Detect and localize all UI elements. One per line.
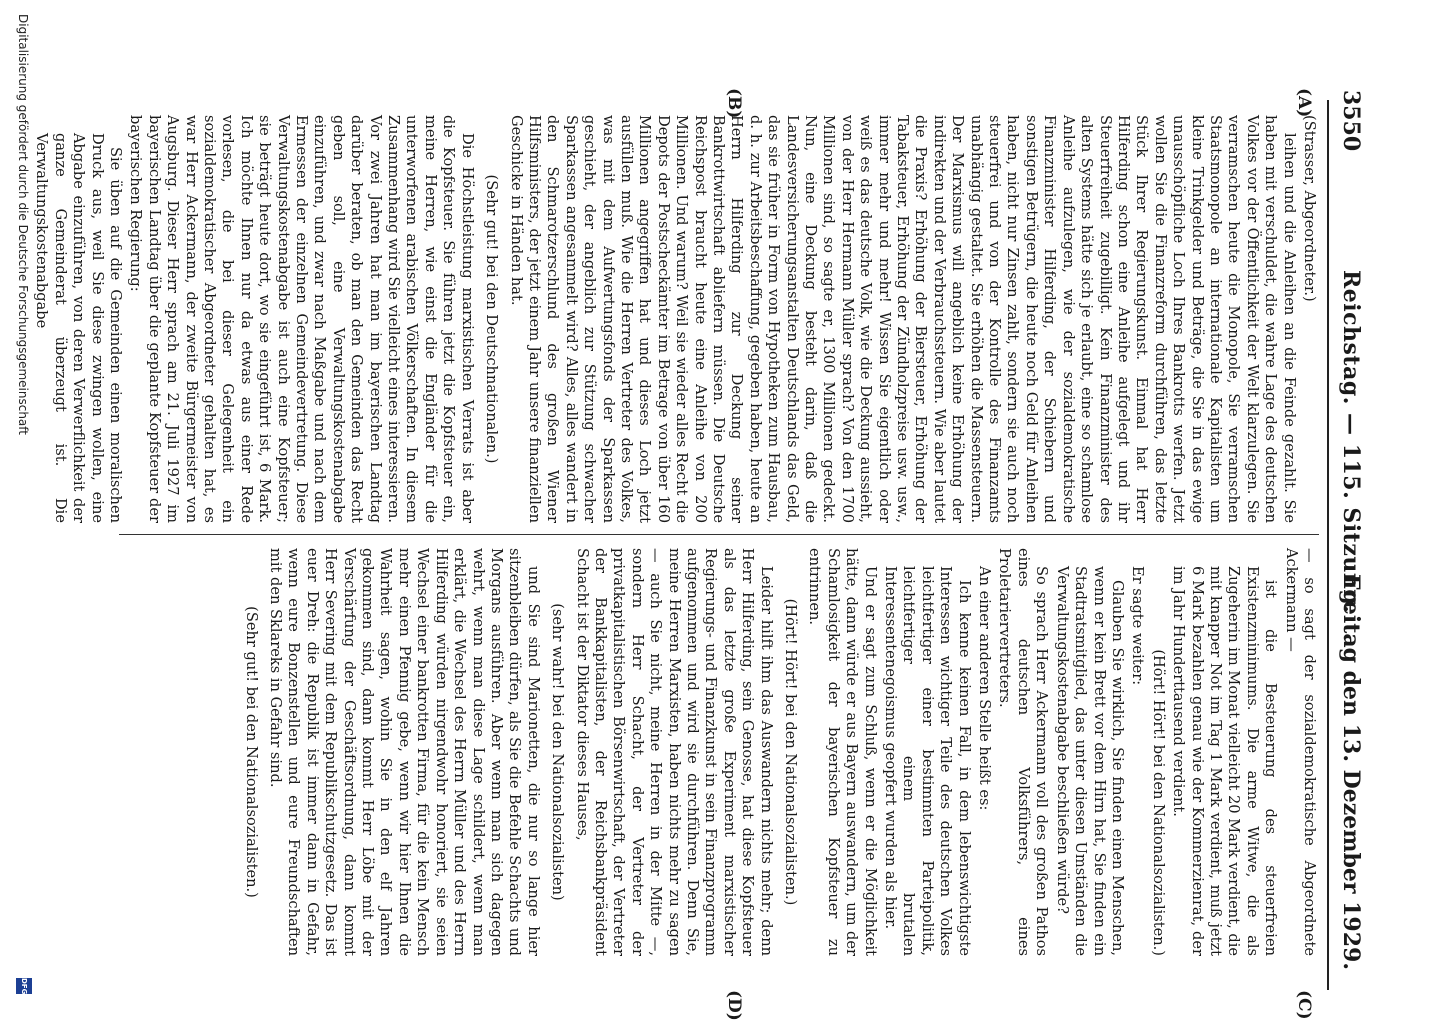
paragraph: leihen und die Anleihen an die Feinde gezahlt. Sie haben mit verschuldet, die wahre Lage des deutschen Volkes vor der Öffentlichkeit der Welt klarzulegen. Sie verramschen heute die Monopole, Sie verramschen Staatsmonopole an internationale Kapitalisten um kleine Trinkgelder und Beträge, die Sie in das ewige unausschöpfliche Loch Ihres Bankrotts werfen. Jetzt wollen Sie die Finanzreform durchführen, das letzte Stück Ihrer Regierungskunst. Einmal hat Herr Hilferding schon eine Anleihe aufgelegt und ihr Steuerfreiheit zugebilligt. Kein Finanzminister des alten Systems hätte sich je erlaubt, eine so schamlose Anleihe aufzulegen, wie der sozialdemokratische Finanzminister Hilferding, der Schiebern und sonstigen Betrügern, die heute noch Geld für Anleihen haben, nicht nur Zinsen zahlt, sondern sie auch noch steuerfrei und von der Kontrolle des Finanzamts unabhängig gestaltet. Sie erhöhen die Massensteuern. Der Marxismus will angeblich keine Erhöhung der indirekten und der Verbrauchssteuern. Wie aber lautet die Praxis? Erhöhung der Biersteuer, Erhöhung der Tabaksteuer, Erhöhung der Zündholzpreise usw. usw., immer mehr und mehr! Wissen Sie eigentlich oder weiß es das deutsche Volk, wie die Deckung aussieht, von der Herr Hermann Müller sprach? Von den 1700 Millionen sind, so sagte er, 1300 Millionen gedeckt. Nun, eine Deckung besteht darin, daß die Landesversicherungsanstalten Deutschlands das Geld, das sie früher in Form von Hypotheken zum Hausbau, d. h. zur Arbeitsbeschaffung, gegeben haben, heute an Herrn Hilferding zur Deckung seiner Bankrottwirtschaft abliefern müssen. Die Deutsche Reichspost braucht heute eine Anleihe von 200 Millionen. Und warum? Weil sie wieder alles Recht die Depots der Postscheckämter im Betrage von über 160 Millionen angegriffen hat und dieses Loch jetzt ausfüllen muß. Wie die Herren Vertreter des Volkes, was mit dem Aufwertungsfonds der Sparkassen geschieht, der angeblich zur Stützung schwacher Sparkassen angesammelt wird? Alles, alles wandert in den Schmarotzerschlund des großen Wiener Hilfsministers, der jetzt einem Jahr unsere finanziellen Geschicke in Händen hat. [507, 115, 1298, 523]
quotation: Ich kenne keinen Fall, in dem lebenswichtigste Interessen wichtiger Teile des deutschen Volkes leichtfertiger einer bestimmten Parteipolitik, leichtfertiger einem brutalen Interessentenegoismus geopfert wurden als hier. [882, 566, 973, 956]
paragraph: So sprach Herr Ackermann voll des großen Pathos eines deutschen Volksführers, eines Proletariervertreters. [996, 548, 1051, 956]
dfg-logo-icon: DFG [16, 978, 32, 994]
margin-marker-d: (D) [724, 990, 744, 1021]
paragraph: Er sagte weiter: [1129, 566, 1147, 686]
paragraph: Die Höchstleistung marxistischen Verrats ist aber die Kopfsteuer. Sie führen jetzt die Kopfsteuer ein, meine Herren, wie einst die Engländer für die unterworfenen arabischen Völkerschaften. In diesem Zusammenhang wird Sie vielleicht eines interessieren. Vor zwei Jahren hat man im bayerischen Landtag darüber beraten, ob man den Gemeinden das Recht geben soll, eine Verwaltungskostenabgabe einzuführen, und zwar nach Maßgabe und nach dem Ermessen der einzelnen Gemeindevertretung. Diese Verwaltungskostenabgabe ist auch eine Kopfsteuer; sie beträgt heute dort, wo sie eingeführt ist, 6 Mark. Ich möchte Ihnen nur da etwas aus einer Rede vorlesen, die bei dieser Gelegenheit ein sozialdemokratischer Abgeordneter gehalten hat, es war Herr Ackermann, der zweite Bürgermeister von Augsburg. Dieser Herr sprach am 21. Juli 1927 im bayerischen Landtag über die geplante Kopfsteuer der bayerischen Regierung: [127, 115, 476, 523]
quotation: Glauben Sie wirklich, Sie finden einen Menschen, wenn er kein Brett vor dem Hirn hat, Sie finden ein Stadtratsmitglied, das unter diesen Umständen die Verwaltungskostenabgabe beschließen würde? [1053, 566, 1126, 956]
left-column [33, 115, 1318, 523]
interjection: (sehr wahr! bei den Nationalsozialisten) [549, 603, 567, 901]
column-divider [119, 534, 1319, 535]
quotation: ist die Besteuerung des steuerfreien Existenzminimums. Die arme Witwe, die als Zugeherin im Monat vielleicht 20 Mark verdient, die mit knapper Not im Tag 1 Mark verdient, muß jetzt 6 Mark bezahlen genau wie der Kommerzienrat, der im Jahr Hunderttausend verdient. [1170, 566, 1280, 956]
margin-marker-b: (B) [724, 88, 744, 119]
header-rule [1327, 100, 1329, 990]
margin-marker-a: (A) [1294, 88, 1314, 118]
quotation: Sie üben auf die Gemeinden einen moralischen Druck aus, weil Sie diese zwingen wollen, eine Abgabe einzuführen, von deren Verwerflichkeit der ganze Gemeinderat überzeugt ist. Die Verwaltungskostenabgabe [33, 133, 124, 523]
running-head: Reichstag. — 115. Sitzung. [1338, 270, 1364, 614]
right-column [98, 548, 1318, 956]
paragraph: An einer anderen Stelle heißt es: [976, 566, 994, 811]
interjection: (Sehr gut! bei den Deutschnationalen.) [483, 174, 501, 464]
speaker-label: (Strasser, Abgeordneter.) [1301, 115, 1318, 302]
paragraph: — so sagt der sozialdemokratische Abgeordnete Ackermann — [1282, 548, 1318, 956]
paragraph: Und er sagt zum Schluß, wenn er die Möglichkeit hätte, dann würde er aus Bayern auswandern, um der Schamlosigkeit der bayerischen Kopfsteuer zu entrinnen. [806, 548, 879, 956]
interjection: (Sehr gut! bei den Nationalsozialisten.) [242, 606, 260, 898]
digitization-footer [8, 0, 38, 1000]
paragraph: Leider hilft ihm das Auswandern nichts mehr; denn Herr Hilferding, sein Genosse, hat diese Kopfsteuer als das letzte große Experiment marxistischer Regierungs- und Finanzkunst in sein Finanzprogramm aufgenommen und wird sie durchführen. Denn Sie, meine Herren Marxisten, haben nichts mehr zu sagen — auch Sie nicht, meine Herren in der Mitte —, sondern Herr Schacht, der Vertreter der privatkapitalistischen Börsenwirtschaft, der Vertreter der Bankkapitalisten, der Reichsbankpräsident Schacht ist der Diktator dieses Hauses, [573, 548, 775, 956]
footer-credit: Digitalisierung gefördert durch die Deutsche Forschungsgemeinschaft [16, 14, 30, 436]
interjection: (Hört! Hört! bei den Nationalsozialisten.) [1149, 649, 1167, 956]
paragraph: und Sie sind Marionetten, die nur so lange hier sitzenbleiben dürfen, als Sie die Befehle Schachts und Morgans ausführen. Aber wenn man sich dagegen wehrt, wenn man diese Lage schildert, wenn man erklärt, die Wechsel des Herrn Müller und des Herrn Hilferding würden nirgendwohr honoriert, sie seien Wechsel einer bankrotten Firma, für die kein Mensch mehr einen Pfennig gebe, wenn wir hier Ihnen die Wahrheit sagen, wohin Sie in den elf Jahren gekommen sind, dann kommt Herr Löbe mit der Verschärfung der Geschäftsordnung, dann kommt Herr Severing mit dem Republikschutzgesetz. Das ist euer Dreh: die Republik ist immer dann in Gefahr, wenn eure Bonzenstellen und eure Freundschaften mit den Sklareks in Gefahr sind. [267, 548, 542, 956]
interjection: (Hört! Hört! bei den Nationalsozialisten.) [782, 598, 800, 906]
margin-marker-c: (C) [1294, 990, 1314, 1020]
page-number: 3550 [1338, 90, 1364, 152]
session-date: Freitag den 13. Dezember 1929. [1338, 574, 1364, 970]
page-header [1334, 90, 1394, 990]
